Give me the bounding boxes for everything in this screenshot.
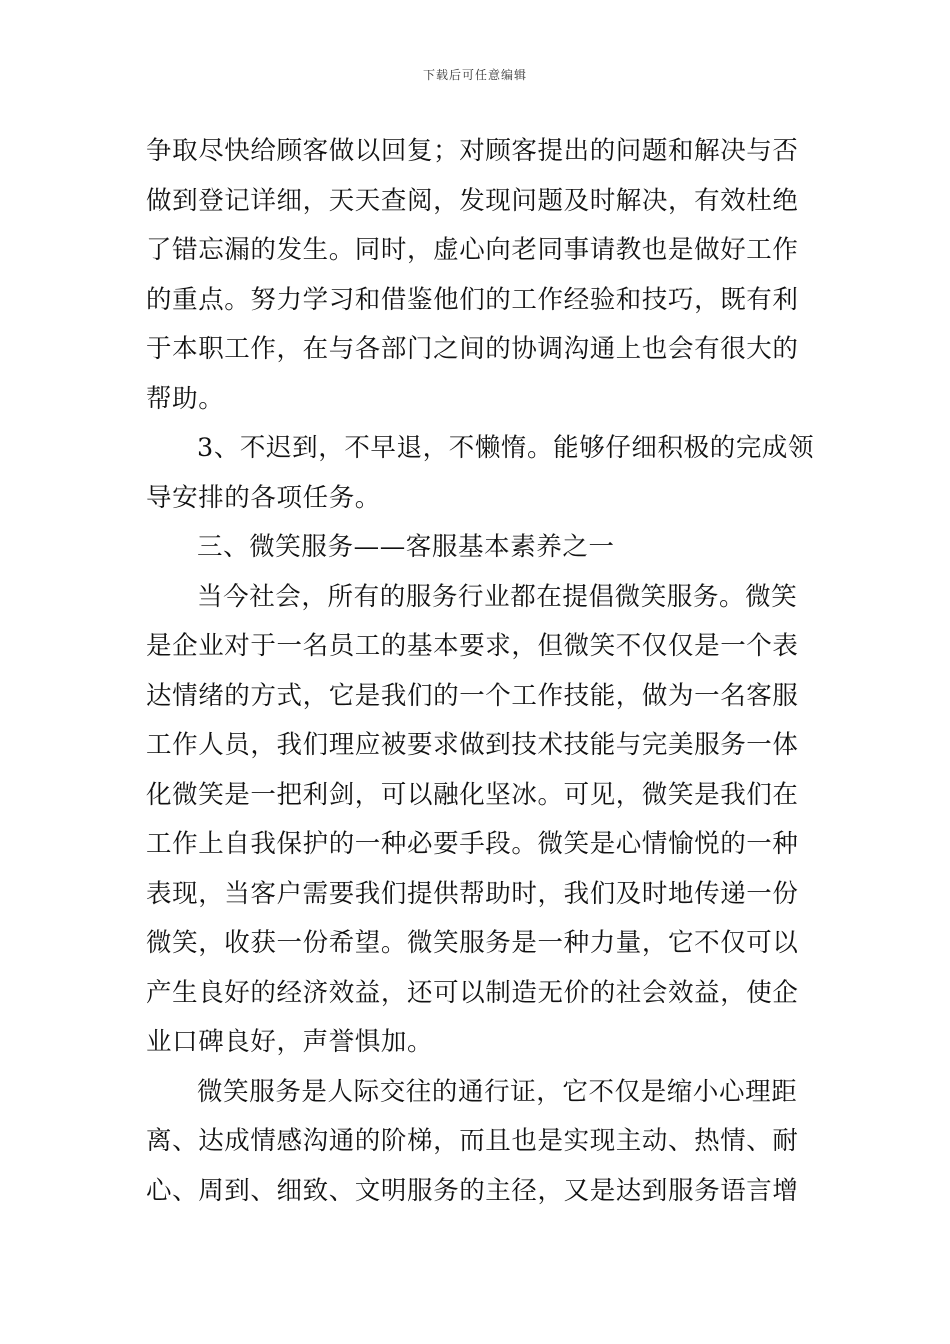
text-line: 产生良好的经济效益，还可以制造无价的社会效益，使企 [146,977,799,1008]
text-line: 了错忘漏的发生。同时，虚心向老同事请教也是做好工作 [146,235,799,265]
text-line: 当今社会，所有的服务行业都在提倡微笑服务。微笑 [197,581,798,612]
text-line: 工作人员，我们理应被要求做到技术技能与完美服务一体 [146,730,799,760]
text-line: 三、微笑服务——客服基本素养之一 [197,532,615,562]
text-line: 离、达成情感沟通的阶梯，而且也是实现主动、热情、耐 [146,1126,799,1156]
text-line: 工作上自我保护的一种必要手段。微笑是心情愉悦的一种 [146,829,799,859]
text-line: 微笑，收获一份希望。微笑服务是一种力量，它不仅可以 [146,928,799,958]
text-line: 达情绪的方式，它是我们的一个工作技能，做为一名客服 [146,680,799,711]
text-line: 微笑服务是人际交往的通行证，它不仅是缩小心理距 [197,1076,798,1107]
text-line: 争取尽快给顾客做以回复；对顾客提出的问题和解决与否 [146,136,799,166]
text-line: 的重点。努力学习和借鉴他们的工作经验和技巧，既有利 [146,284,799,315]
document-body [146,127,816,1216]
text-line: 是企业对于一名员工的基本要求，但微笑不仅仅是一个表 [146,631,799,661]
text-line: 做到登记详细，天天查阅，发现问题及时解决，有效杜绝 [146,185,799,216]
header-note: 下载后可任意编辑 [422,68,527,82]
text-line: 心、周到、细致、文明服务的主径，又是达到服务语言增 [146,1175,799,1206]
text-line: 业口碑良好，声誉惧加。 [146,1027,434,1057]
text-line: 于本职工作，在与各部门之间的协调沟通上也会有很大的 [146,334,799,364]
text-line: 帮助。 [146,383,225,414]
text-line: 3、不迟到，不早退，不懒惰。能够仔细积极的完成领 [197,433,815,463]
text-line: 表现，当客户需要我们提供帮助时，我们及时地传递一份 [146,878,799,909]
text-line: 导安排的各项任务。 [146,482,381,513]
text-line: 化微笑是一把利剑，可以融化坚冰。可见，微笑是我们在 [146,779,799,810]
